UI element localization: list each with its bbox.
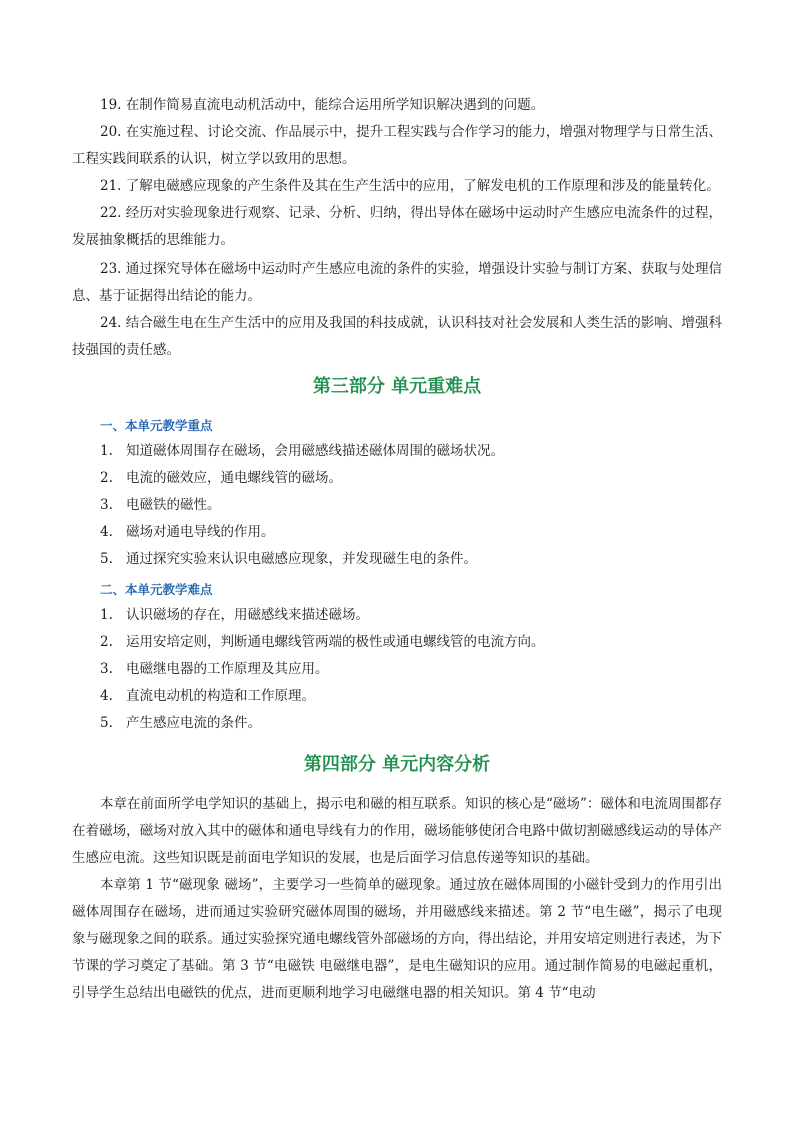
objective-21: 21. 了解电磁感应现象的产生条件及其在生产生活中的应用，了解发电机的工作原理和涉及的能量转化。 xyxy=(100,178,720,194)
list-item: 1. 认识磁场的存在，用磁感线来描述磁场。 xyxy=(100,607,369,623)
objective-23: 23. 通过探究导体在磁场中运动时产生感应电流的条件的实验，增强设计实验与制订方案、获取与处理信息、基于证据得出结论的能力。 xyxy=(72,261,722,304)
part3-title: 第三部分 单元重难点 xyxy=(312,376,482,397)
objective-24: 24. 结合磁生电在生产生活中的应用及我国的科技成就，认识科技对社会发展和人类生活的影响、增强科技强国的责任感。 xyxy=(72,315,722,358)
key-points-list xyxy=(100,438,720,573)
objective-22: 22. 经历对实验现象进行观察、记录、分析、归纳，得出导体在磁场中运动时产生感应电流条件的过程，发展抽象概括的思维能力。 xyxy=(72,205,722,248)
content-analysis-paragraph-2: 本章第 1 节“磁现象 磁场”，主要学习一些简单的磁现象。通过放在磁体周围的小磁针受到力的作用引出磁体周围存在磁场，进而通过实验研究磁体周围的磁场，并用磁感线来描述。第 2 节“电生磁”，揭示了电现象与磁现象之间的联系。通过实验探究通电螺线管外部磁场的方向，得出结论，并用安培定则进行表述，为下节课的学习奠定了基础。第 3 节“电磁铁 电磁继电器”，是电生磁知识的应用。通过制作简易的电磁起重机，引导学生总结出电磁铁的优点，进而更顺利地学习电磁继电器的相关知识。第 4 节“电动 xyxy=(72,877,722,1001)
objective-20: 20. 在实施过程、讨论交流、作品展示中，提升工程实践与合作学习的能力，增强对物理学与日常生活、工程实践间联系的认识，树立学以致用的思想。 xyxy=(72,124,722,167)
list-item: 5. 通过探究实验来认识电磁感应现象，并发现磁生电的条件。 xyxy=(100,551,477,567)
content-analysis-paragraph-1: 本章在前面所学电学知识的基础上，揭示电和磁的相互联系。知识的核心是“磁场”：磁体和电流周围都存在着磁场，磁场对放入其中的磁体和通电导线有力的作用，磁场能够使闭合电路中做切割磁感线运动的导体产生感应电流。这些知识既是前面电学知识的发展，也是后面学习信息传递等知识的基础。 xyxy=(72,796,722,866)
list-item: 4. 磁场对通电导线的作用。 xyxy=(100,524,275,540)
list-item: 3. 电磁铁的磁性。 xyxy=(100,497,221,513)
list-item: 2. 运用安培定则，判断通电螺线管两端的极性或通电螺线管的电流方向。 xyxy=(100,634,545,650)
objective-19: 19. 在制作简易直流电动机活动中，能综合运用所学知识解决遇到的问题。 xyxy=(100,97,545,113)
difficult-points-list xyxy=(100,602,720,737)
key-points-heading: 一、本单元教学重点 xyxy=(100,418,213,433)
list-item: 5. 产生感应电流的条件。 xyxy=(100,715,261,731)
list-item: 1. 知道磁体周围存在磁场，会用磁感线描述磁体周围的磁场状况。 xyxy=(100,443,504,459)
list-item: 3. 电磁继电器的工作原理及其应用。 xyxy=(100,661,329,677)
difficult-points-heading: 二、本单元教学难点 xyxy=(100,582,213,597)
part4-title: 第四部分 单元内容分析 xyxy=(303,754,491,775)
list-item: 4. 直流电动机的构造和工作原理。 xyxy=(100,688,315,704)
list-item: 2. 电流的磁效应，通电螺线管的磁场。 xyxy=(100,470,342,486)
